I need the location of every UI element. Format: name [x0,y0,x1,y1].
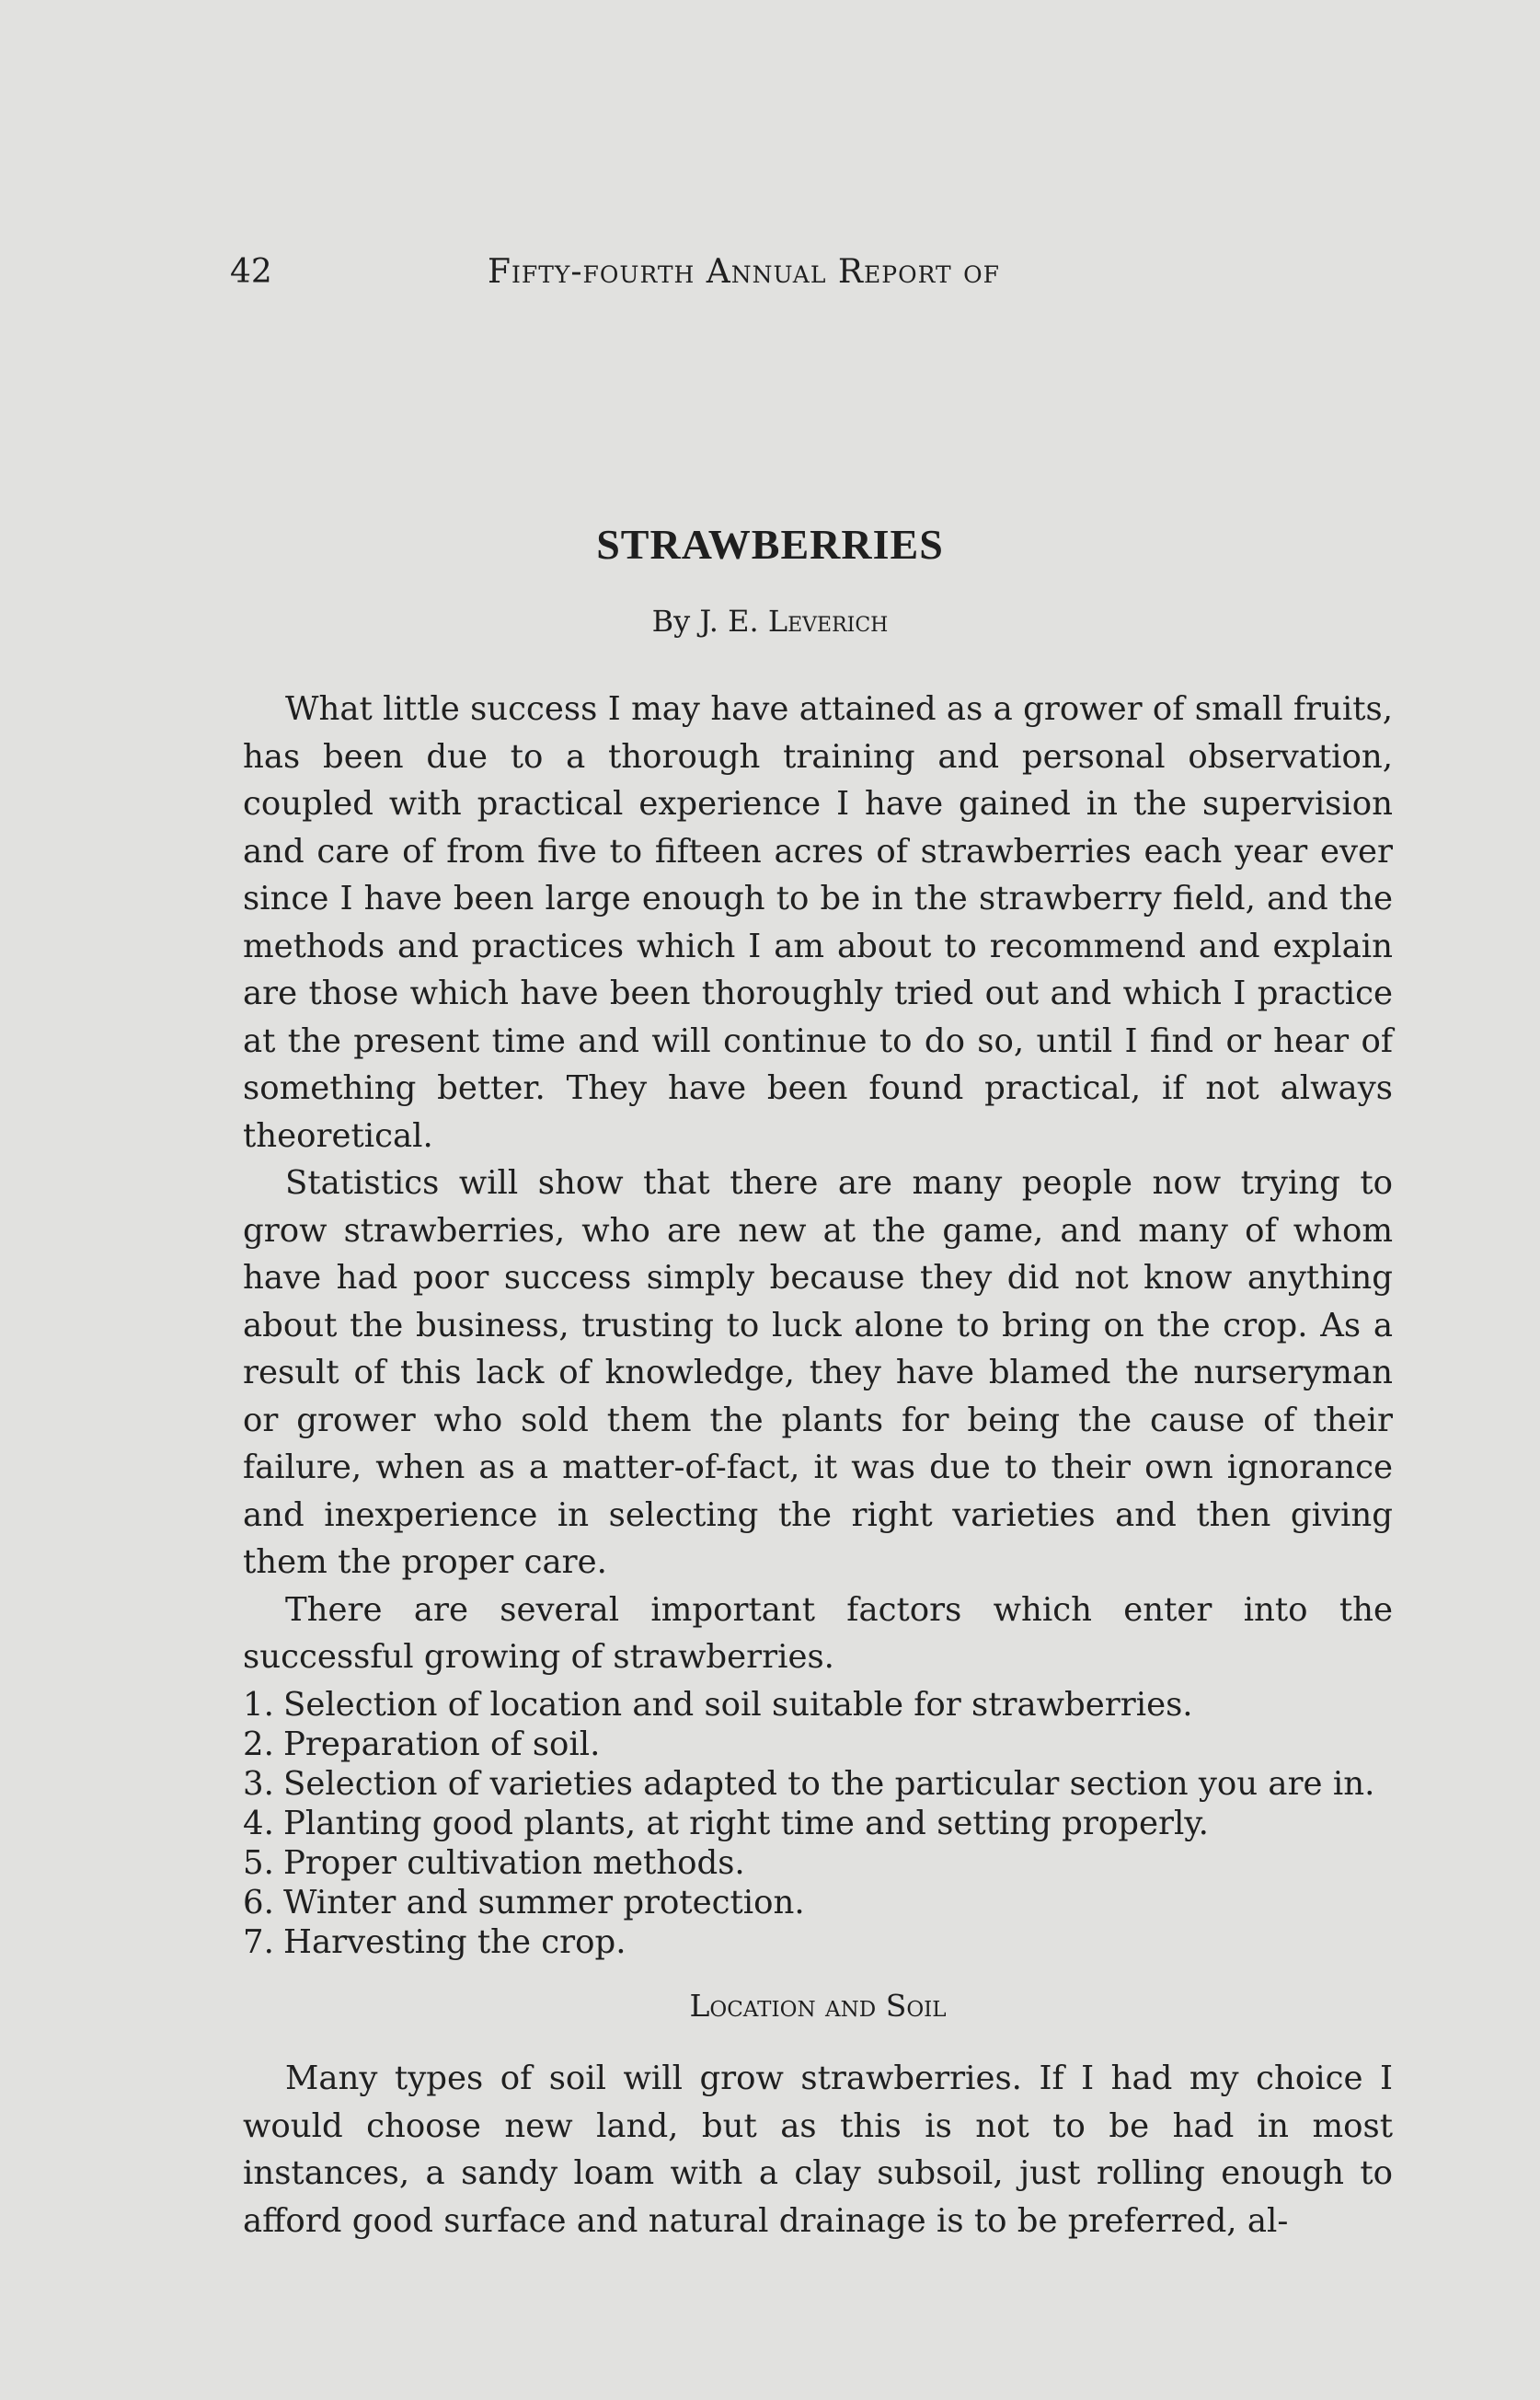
list-item-number: 4. [243,1804,274,1842]
list-item-text: Proper cultivation methods. [283,1843,745,1882]
list-item-number: 7. [243,1922,274,1961]
paragraph-intro: What little success I may have attained as a grower of small fruits, has been due to a thorough training and personal observation, coupled with practical experience I have gained in the supervision and care of from five to fifteen acres of strawberries each year ever since I have been large enough to be in the strawberry field, and the methods and practices which I am about to recommend and explain are those which have been thoroughly tried out and which I practice at the present time and will continue to do so, until I find or hear of something better. They have been found practical, if not always theoretical. [243,690,1393,1155]
list-item-number: 2. [243,1725,274,1763]
author-name: J. E. Leverich [699,604,889,639]
byline-prefix: By [651,604,691,639]
list-item-text: Selection of location and soil suitable for strawberries. [283,1685,1193,1724]
list-item-number: 3. [243,1764,274,1803]
paragraph-factors-intro: There are several important factors which enter into the successful growing of strawberries. [243,1590,1393,1676]
page-header [230,253,1150,299]
list-item-text: Preparation of soil. [283,1725,601,1763]
list-item-number: 1. [243,1685,274,1724]
list-item [243,1764,1393,1804]
list-item [243,1922,1393,1962]
running-head: Fifty-fourth Annual Report of [488,253,1000,291]
list-item-text: Harvesting the crop. [283,1922,626,1961]
byline [0,604,1540,639]
page-number: 42 [230,253,272,291]
article-title: STRAWBERRIES [596,521,944,568]
list-item-text: Winter and summer protection. [283,1883,805,1921]
list-item [243,1804,1393,1843]
paragraph-statistics: Statistics will show that there are many people now trying to grow strawberries, who are new at the game, and many of whom have had poor success simply because they did not know anything about the business, trusting to luck alone to bring on the crop. As a result of this lack of knowledge, they have blamed the nurseryman or grower who sold them the plants for being the cause of their failure, when as a matter-of-fact, it was due to their own ignorance and inexperience in selecting the right varieties and then giving them the proper care. [243,1164,1393,1581]
list-item-number: 5. [243,1843,274,1882]
article-body [243,686,1393,2244]
list-item-text: Planting good plants, at right time and setting properly. [283,1804,1209,1842]
list-item-text: Selection of varieties adapted to the particular section you are in. [283,1764,1375,1803]
section-heading: Location and Soil [689,1987,947,2024]
list-item [243,1843,1393,1883]
paragraph-location-soil: Many types of soil will grow strawberries. If I had my choice I would choose new land, but as this is not to be had in most instances, a sandy loam with a clay subsoil, just rolling enough to afford good surface and natural drainage is to be preferred, al- [243,2060,1393,2240]
list-item [243,1725,1393,1764]
list-item [243,1685,1393,1725]
list-item [243,1883,1393,1922]
factors-list [243,1685,1393,1962]
list-item-number: 6. [243,1883,274,1921]
